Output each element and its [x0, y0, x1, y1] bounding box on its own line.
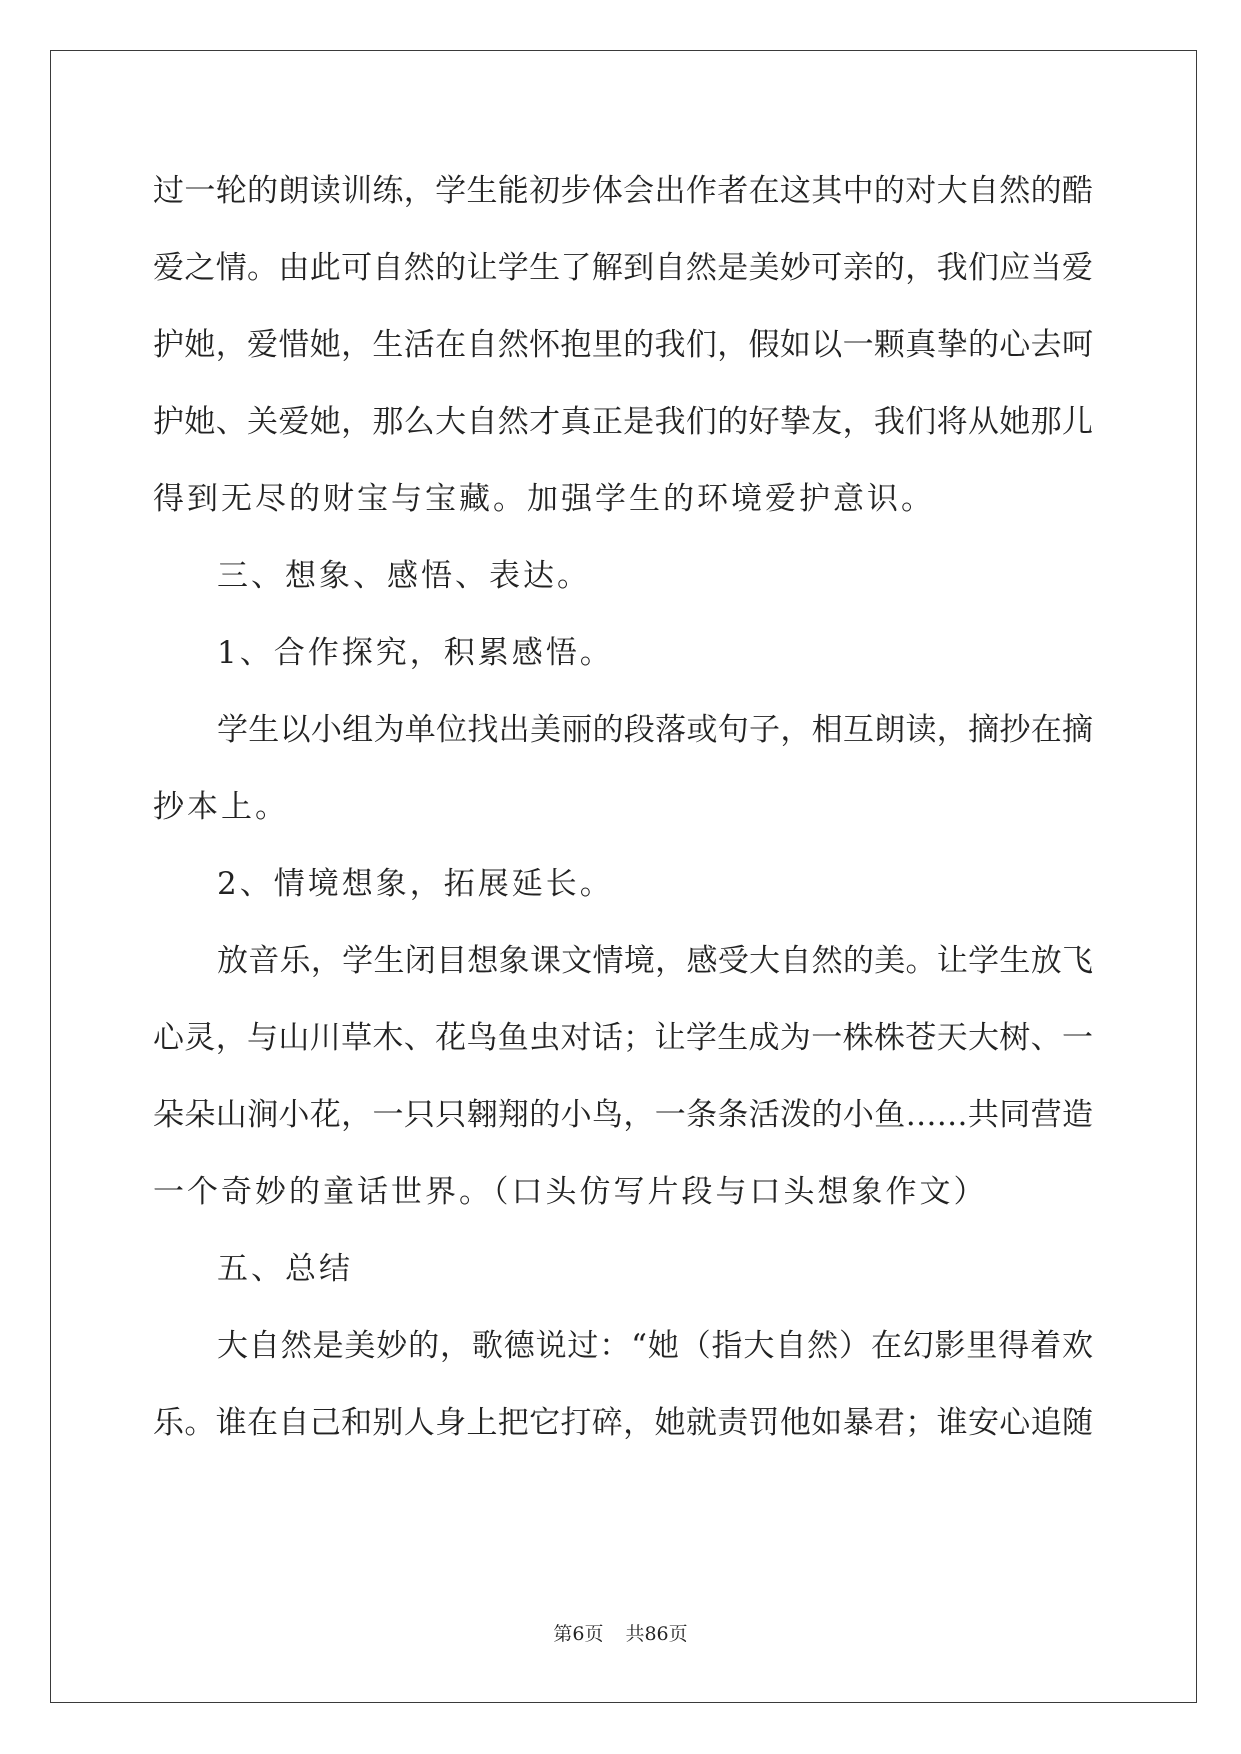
page-footer [0, 1622, 1241, 1646]
page-number: 第6页 [553, 1623, 604, 1645]
text-line: 一个奇妙的童话世界。（口头仿写片段与口头想象作文） [153, 1174, 988, 1210]
text-line: 放音乐，学生闭目想象课文情境，感受大自然的美。让学生放飞 [217, 943, 1093, 979]
text-line: 爱之情。由此可自然的让学生了解到自然是美妙可亲的，我们应当爱 [153, 250, 1093, 286]
text-line: 乐。谁在自己和别人身上把它打碎，她就责罚他如暴君；谁安心追随 [153, 1405, 1093, 1441]
text-line: 1、合作探究，积累感悟。 [217, 635, 614, 671]
text-line: 过一轮的朗读训练，学生能初步体会出作者在这其中的对大自然的酷 [153, 173, 1093, 209]
text-line: 心灵，与山川草木、花鸟鱼虫对话；让学生成为一株株苍天大树、一 [153, 1020, 1093, 1056]
text-line: 大自然是美妙的，歌德说过：“她（指大自然）在幻影里得着欢 [217, 1328, 1093, 1364]
text-line: 2、情境想象，拓展延长。 [217, 866, 614, 902]
text-line: 护她、关爱她，那么大自然才真正是我们的好挚友，我们将从她那儿 [153, 404, 1093, 440]
text-line: 得到无尽的财宝与宝藏。加强学生的环境爱护意识。 [153, 481, 935, 517]
total-pages: 共86页 [625, 1623, 688, 1645]
document-body [153, 153, 1093, 1462]
text-line: 学生以小组为单位找出美丽的段落或句子，相互朗读，摘抄在摘 [217, 712, 1093, 748]
text-line: 抄本上。 [153, 789, 289, 825]
text-line: 朵朵山涧小花，一只只翱翔的小鸟，一条条活泼的小鱼……共同营造 [153, 1097, 1093, 1133]
text-line: 护她，爱惜她，生活在自然怀抱里的我们，假如以一颗真挚的心去呵 [153, 327, 1093, 363]
text-line: 三、想象、感悟、表达。 [217, 558, 591, 594]
text-line: 五、总结 [217, 1251, 353, 1287]
